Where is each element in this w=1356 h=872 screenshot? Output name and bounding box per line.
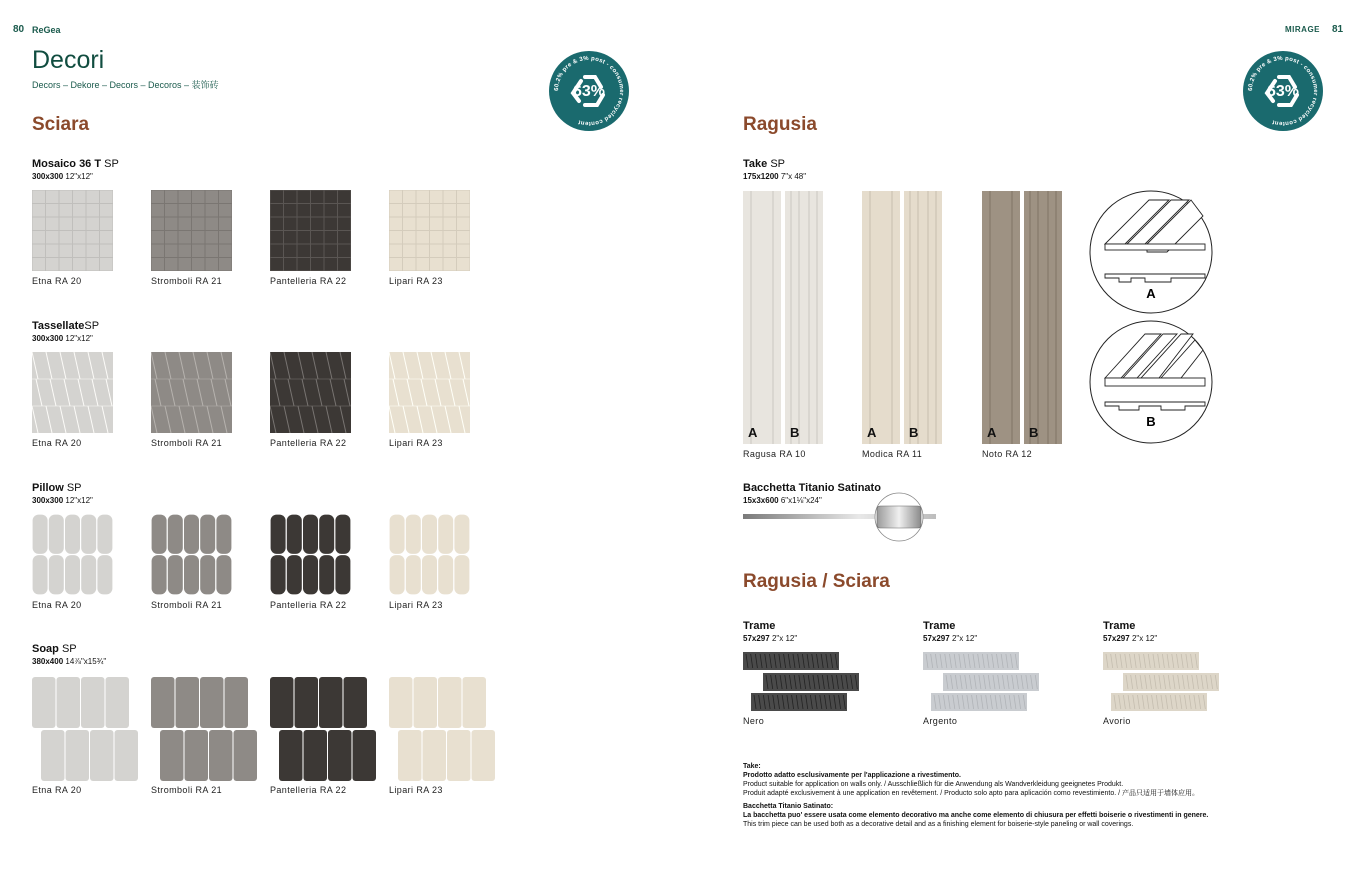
- swatch-pillow-stromboli: [151, 514, 232, 595]
- product-soap-title: Soap SP: [32, 643, 77, 655]
- badge-ring-text: 60.2% pre & 3% post - consumer recycled content: [1247, 55, 1319, 127]
- caption-mosaico-etna: Etna RA 20: [32, 276, 82, 286]
- trame-avorio-title: Trame: [1103, 620, 1136, 632]
- swatch-mosaico-stromboli: [151, 190, 232, 271]
- caption-mosaico-stromboli: Stromboli RA 21: [151, 276, 223, 286]
- caption-pillow-etna: Etna RA 20: [32, 600, 82, 610]
- profile-diagram-a: [1089, 190, 1213, 314]
- caption-trame-avorio: Avorio: [1103, 716, 1131, 726]
- product-bacchetta-title: Bacchetta Titanio Satinato: [743, 482, 881, 494]
- right-brand: MIRAGE: [1285, 25, 1320, 34]
- caption-tassellate-pantelleria: Pantelleria RA 22: [270, 438, 347, 448]
- take-planks-noto: [982, 191, 1062, 444]
- caption-take-modica: Modica RA 11: [862, 449, 923, 459]
- caption-trame-nero: Nero: [743, 716, 765, 726]
- page-subtitle: Decors – Dekore – Decors – Decoros – 装饰砖: [32, 80, 219, 90]
- plank-label-a: A: [748, 425, 758, 440]
- caption-soap-stromboli: Stromboli RA 21: [151, 785, 223, 795]
- caption-pillow-pantelleria: Pantelleria RA 22: [270, 600, 347, 610]
- swatch-soap-stromboli: [151, 677, 259, 781]
- product-take-size: 175x1200 7"x 48": [743, 172, 807, 181]
- note-take-en-de: Product suitable for application on walls only. / Ausschließlich für die Anwendung als Wandverkleidung geeignetes Produkt.: [743, 781, 1124, 788]
- swatch-mosaico-lipari: [389, 190, 470, 271]
- swatch-tassellate-pantelleria: [270, 352, 351, 433]
- note-bacchetta-en: This trim piece can be used both as a decorative detail and as a finishing element for boiserie-style paneling or wall coverings.: [743, 821, 1134, 828]
- left-brand: ReGea: [32, 25, 61, 35]
- caption-soap-lipari: Lipari RA 23: [389, 785, 443, 795]
- plank-label-a: A: [867, 425, 877, 440]
- product-bacchetta-size: 15x3x600 6"x1⅛"x24": [743, 496, 822, 505]
- caption-soap-etna: Etna RA 20: [32, 785, 82, 795]
- caption-tassellate-lipari: Lipari RA 23: [389, 438, 443, 448]
- profile-diagram-b: [1089, 320, 1213, 444]
- profile-label-a: A: [1146, 286, 1156, 301]
- take-planks-ragusa: [743, 191, 823, 444]
- trame-nero-title: Trame: [743, 620, 776, 632]
- left-page-number: 80: [13, 24, 25, 35]
- product-pillow-title: Pillow SP: [32, 482, 82, 494]
- swatch-pillow-pantelleria: [270, 514, 351, 595]
- caption-pillow-stromboli: Stromboli RA 21: [151, 600, 223, 610]
- note-take-head: Take:: [743, 763, 761, 770]
- swatch-mosaico-pantelleria: [270, 190, 351, 271]
- note-take-fr-es-zh: Produit adapté exclusivement à une application en revêtement. / Producto solo apto para aplicación como revestimiento. / 产品只适用于墙体应用。: [743, 790, 1199, 797]
- product-mosaico-title: Mosaico 36 T SP: [32, 158, 119, 170]
- note-bacchetta-head: Bacchetta Titanio Satinato:: [743, 803, 834, 810]
- product-pillow-size: 300x300 12"x12": [32, 496, 93, 505]
- trame-nero-size: 57x297 2"x 12": [743, 634, 798, 643]
- swatch-soap-pantelleria: [270, 677, 378, 781]
- take-planks-modica: [862, 191, 942, 444]
- trame-argento-size: 57x297 2"x 12": [923, 634, 978, 643]
- right-page-number: 81: [1332, 24, 1344, 35]
- section-ragusia: Ragusia: [743, 114, 817, 135]
- bacchetta-trim-image: [743, 492, 943, 542]
- swatch-pillow-lipari: [389, 514, 470, 595]
- trame-swatch-avorio: [1103, 652, 1223, 712]
- badge-percent: 63%: [1266, 83, 1300, 100]
- caption-tassellate-etna: Etna RA 20: [32, 438, 82, 448]
- product-tassellate-size: 300x300 12"x12": [32, 334, 93, 343]
- plank-label-a: A: [987, 425, 997, 440]
- trame-swatch-argento: [923, 652, 1043, 712]
- recycled-content-badge-left: [549, 51, 629, 131]
- product-soap-size: 380x400 14⅞"x15¾": [32, 657, 107, 666]
- caption-soap-pantelleria: Pantelleria RA 22: [270, 785, 347, 795]
- caption-mosaico-lipari: Lipari RA 23: [389, 276, 443, 286]
- caption-pillow-lipari: Lipari RA 23: [389, 600, 443, 610]
- swatch-tassellate-lipari: [389, 352, 470, 433]
- profile-label-b: B: [1146, 414, 1156, 429]
- swatch-tassellate-stromboli: [151, 352, 232, 433]
- product-mosaico-size: 300x300 12"x12": [32, 172, 93, 181]
- plank-label-b: B: [909, 425, 919, 440]
- caption-trame-argento: Argento: [923, 716, 958, 726]
- swatch-pillow-etna: [32, 514, 113, 595]
- swatch-soap-etna: [32, 677, 140, 781]
- section-sciara: Sciara: [32, 114, 90, 135]
- note-bacchetta-it: La bacchetta puo' essere usata come elemento decorativo ma anche come elemento di chiusura per effetti boiserie o rivestimenti in genere.: [743, 812, 1209, 819]
- swatch-soap-lipari: [389, 677, 497, 781]
- recycled-content-badge-right: [1243, 51, 1323, 131]
- caption-take-ragusa: Ragusa RA 10: [743, 449, 806, 459]
- badge-percent: 63%: [572, 83, 606, 100]
- trame-swatch-nero: [743, 652, 863, 712]
- page-title: Decori: [32, 46, 105, 74]
- section-ragusia-sciara: Ragusia / Sciara: [743, 571, 890, 592]
- notes-block: [743, 762, 1208, 829]
- trame-avorio-size: 57x297 2"x 12": [1103, 634, 1158, 643]
- caption-mosaico-pantelleria: Pantelleria RA 22: [270, 276, 347, 286]
- badge-ring-text: 60.2% pre & 3% post - consumer recycled content: [553, 55, 625, 127]
- swatch-tassellate-etna: [32, 352, 113, 433]
- note-take-it: Prodotto adatto esclusivamente per l'applicazione a rivestimento.: [743, 772, 961, 779]
- caption-tassellate-stromboli: Stromboli RA 21: [151, 438, 223, 448]
- swatch-mosaico-etna: [32, 190, 113, 271]
- caption-take-noto: Noto RA 12: [982, 449, 1033, 459]
- product-take-title: Take SP: [743, 158, 786, 170]
- plank-label-b: B: [790, 425, 800, 440]
- product-tassellate-title: TassellateSP: [32, 320, 100, 332]
- trame-argento-title: Trame: [923, 620, 956, 632]
- plank-label-b: B: [1029, 425, 1039, 440]
